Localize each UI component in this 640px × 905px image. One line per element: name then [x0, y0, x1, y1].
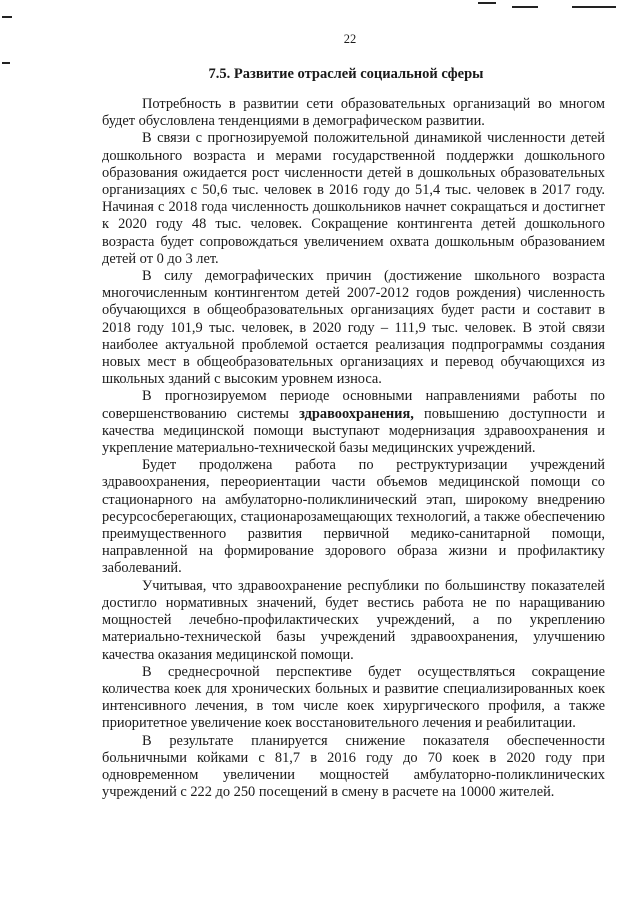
scan-mark-top-right-2 [512, 6, 538, 8]
paragraph-normative: Учитывая, что здравоохранение республики по большинству показателей достигло нормативных значений, будет вестись работа не по наращиванию мощностей лечебно-профилактических учреждений, а по укреплению материально-технической базы учреждений здравоохранения, улучшению качества оказания медицинской помощи. [102, 577, 605, 663]
scan-mark-left-top [2, 16, 12, 18]
paragraph-restructuring: Будет продолжена работа по реструктуризации учреждений здравоохранения, переориентации части объемов медицинской помощи со стационарного на амбулаторно-поликлинический этап, широкому внедрению ресурсосберегающих, стационарозамещающих технологий, а также обеспечению преимущественного развития первичной медико-санитарной помощи, направленной на формирование здорового образа жизни и профилактику заболеваний. [102, 457, 605, 577]
scan-mark-left-middle [2, 62, 10, 64]
paragraph-healthcare-bold: здравоохранения, [299, 405, 414, 422]
paragraph-result: В результате планируется снижение показателя обеспеченности больничными койками с 81,7 в 2016 году до 70 коек в 2020 году при одновременном увеличении мощностей амбулаторно-поликлинических учреждений с 222 до 250 посещений в смену в расчете на 10000 жителей. [102, 732, 605, 801]
paragraph-preschool: В связи с прогнозируемой положительной динамикой численности детей дошкольного возраста и мерами государственной поддержки дошкольного образования ожидается рост численности детей в дошкольных образовательных организациях с 50,6 тыс. человек в 2016 году до 51,4 тыс. человек в 2017 году. Начиная с 2018 года численность дошкольников начнет сокращаться и достигнет к 2020 году 48 тыс. человек. Сокращение контингента детей дошкольного возраста будет сопровождаться увеличением охвата дошкольным образованием детей от 0 до 3 лет. [102, 130, 605, 267]
document-body [102, 96, 605, 801]
paragraph-healthcare-after: повышению доступности и качества медицинской помощи выступают модернизация здравоохранения и укрепление материально-технической базы медицинских учреждений. [102, 405, 605, 457]
scan-mark-top-right-3 [572, 6, 616, 8]
page-number: 22 [343, 32, 357, 46]
scan-mark-top-right-1 [478, 2, 496, 4]
paragraph-school: В силу демографических причин (достижение школьного возраста многочисленным контингентом детей 2007-2012 годов рождения) численность обучающихся в общеобразовательных организациях будет расти и составит в 2018 году 101,9 тыс. человек, в 2020 году – 111,9 тыс. человек. В этой связи наиболее актуальной проблемой остается реализация подпрограммы создания новых мест в общеобразовательных организациях и перевод обучающихся из школьных зданий с высоким уровнем износа. [102, 268, 605, 388]
section-heading: 7.5. Развитие отраслей социальной сферы [208, 66, 484, 82]
paragraph-healthcare-before: В прогнозируемом периоде основными направлениями работы по совершенствованию системы [102, 388, 605, 422]
paragraph-healthcare [102, 388, 605, 457]
paragraph-education-network: Потребность в развитии сети образовательных организаций во многом будет обусловлена тенденциями в демографическом развитии. [102, 96, 605, 130]
paragraph-beds: В среднесрочной перспективе будет осуществляться сокращение количества коек для хронических больных и развитие специализированных коек интенсивного лечения, в том числе коек хирургического профиля, а также приоритетное увеличение коек восстановительного лечения и реабилитации. [102, 663, 605, 732]
